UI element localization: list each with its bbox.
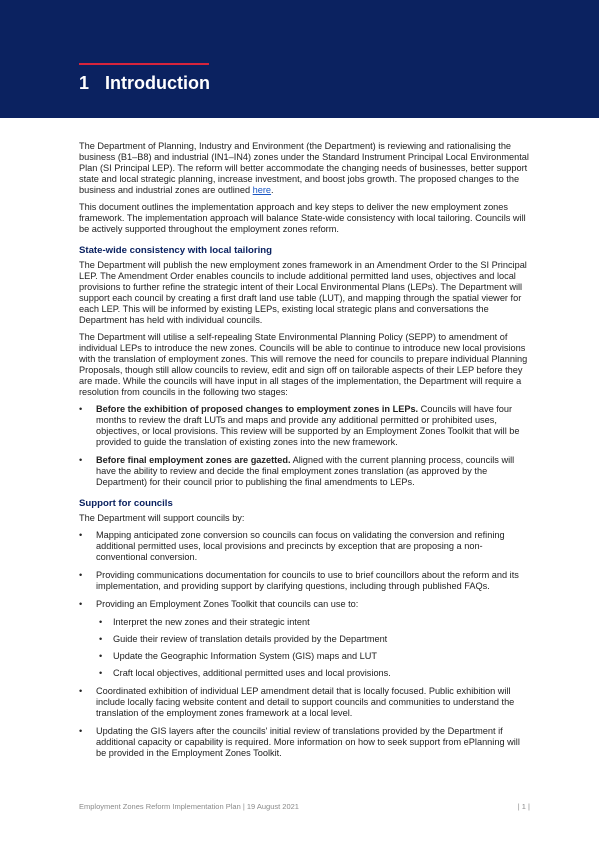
list-item	[79, 599, 530, 679]
stage-2-text: Aligned with the current planning process, councils will have the ability to review and decide the final employment zones translation (as approved by the Department) for their council prior to publishing the final amendments to LEPs.	[96, 455, 515, 487]
section2-intro: The Department will support councils by:	[79, 513, 245, 523]
document-body	[79, 141, 530, 766]
intro-paragraph-1-text: The Department of Planning, Industry and Environment (the Department) is reviewing and rationalising the business (B1–B8) and industrial (IN1–IN4) zones under the Standard Instrument Principal Local Environmental Plan (SI Principal LEP). The reform will better accommodate the changing needs of businesses, better support state and local strategic planning, increase investment, and boost jobs growth. The proposed changes to the business and industrial zones are outlined	[79, 141, 529, 195]
page-footer	[79, 802, 530, 812]
support-item-text: Providing an Employment Zones Toolkit that councils can use to:	[96, 599, 359, 609]
section1-paragraph-1: The Department will publish the new employment zones framework in an Amendment Order to the SI Principal LEP. The Amendment Order enables councils to include additional permitted land uses, objectives and local provisions to further refine the strategic intent of their Local Environmental Plans (LEPs). The Department will support each council by creating a first draft land use table (LUT), and mapping through the spatial viewer for each LEP. This will be informed by existing LEPs, existing local strategic plans and conversations the Department has held with individual councils.	[79, 260, 527, 325]
support-item-text: Providing communications documentation for councils to use to brief councillors about the reform and its implementation, and providing support by clarifying questions, including through published FAQs.	[96, 570, 519, 591]
footer-document-info: Employment Zones Reform Implementation Plan | 19 August 2021	[79, 802, 299, 811]
bullet-icon: •	[99, 668, 103, 678]
sub-item-text: Update the Geographic Information System (GIS) maps and LUT	[113, 651, 378, 661]
list-item	[96, 617, 530, 628]
chapter-title-text: Introduction	[105, 73, 210, 93]
page-number: | 1 |	[517, 802, 530, 811]
stages-list	[79, 404, 530, 488]
bullet-icon: •	[79, 599, 83, 609]
intro-paragraph-1-end: .	[271, 185, 274, 195]
bullet-icon: •	[79, 570, 83, 580]
list-item	[79, 530, 530, 563]
intro-paragraph-1	[79, 141, 530, 196]
intro-paragraph-2: This document outlines the implementation approach and key steps to deliver the new employment zones framework. The implementation approach will balance State-wide consistency with local tailoring. Councils will be actively supported throughout the employment zones reform.	[79, 202, 526, 234]
sub-item-text: Craft local objectives, additional permitted uses and local provisions.	[113, 668, 391, 678]
accent-rule	[79, 63, 209, 65]
bullet-icon: •	[79, 455, 83, 465]
stage-1-bold: Before the exhibition of proposed changes to employment zones in LEPs.	[96, 404, 419, 414]
support-list	[79, 530, 530, 759]
list-item	[96, 668, 530, 679]
bullet-icon: •	[79, 404, 83, 414]
support-item-text: Coordinated exhibition of individual LEP amendment detail that is locally focused. Public exhibition will include locally facing website content and detail to support councils and communities to understand the translation of the employment zones framework at a local level.	[96, 686, 515, 718]
support-item-text: Mapping anticipated zone conversion so councils can focus on validating the conversion and refining additional permitted uses, local provisions and precincts by exception that are proposing a non-conventional conversion.	[96, 530, 505, 562]
section-heading-support: Support for councils	[79, 498, 173, 509]
list-item	[79, 570, 530, 592]
stage-1-text: Councils will have four months to review the draft LUTs and maps and provide any additional permitted or prohibited uses, objectives, or local provisions. This review will be supported by an Employment Zones Toolkit that will be provided to guide the translation of existing zones into the new framework.	[96, 404, 520, 447]
list-item	[96, 651, 530, 662]
list-item	[96, 634, 530, 645]
sub-item-text: Guide their review of translation details provided by the Department	[113, 634, 388, 644]
list-item	[79, 726, 530, 759]
section-heading-state-wide: State-wide consistency with local tailoring	[79, 245, 272, 256]
bullet-icon: •	[99, 634, 103, 644]
here-link[interactable]: here	[252, 185, 272, 195]
bullet-icon: •	[79, 726, 83, 736]
toolkit-sub-list	[96, 617, 530, 679]
section1-paragraph-2: The Department will utilise a self-repealing State Environmental Planning Policy (SEPP) to amendment of individual LEPs to introduce the new zones. Councils will be able to continue to introduce new local provisions with the translation of employment zones. This will remove the need for councils to prepare individual Planning Proposals, though still allow councils to review, edit and sign off on tailorable aspects of their LEP before they are made. While the councils will have input in all stages of the implementation, the Department will require a resolution from councils in the following two stages:	[79, 332, 528, 397]
bullet-icon: •	[79, 686, 83, 696]
stage-2-bold: Before final employment zones are gazetted.	[96, 455, 291, 465]
bullet-icon: •	[99, 617, 103, 627]
list-item	[79, 455, 530, 488]
chapter-header-banner	[0, 0, 599, 118]
bullet-icon: •	[79, 530, 83, 540]
bullet-icon: •	[99, 651, 103, 661]
list-item	[79, 686, 530, 719]
page-title	[79, 72, 210, 94]
support-item-text: Updating the GIS layers after the councils' initial review of translations provided by the Department if additional capacity or capability is required. More information on how to seek support from ePlanning will be provided in the Employment Zones Toolkit.	[96, 726, 520, 758]
list-item	[79, 404, 530, 448]
sub-item-text: Interpret the new zones and their strategic intent	[113, 617, 310, 627]
chapter-number: 1	[79, 73, 90, 93]
